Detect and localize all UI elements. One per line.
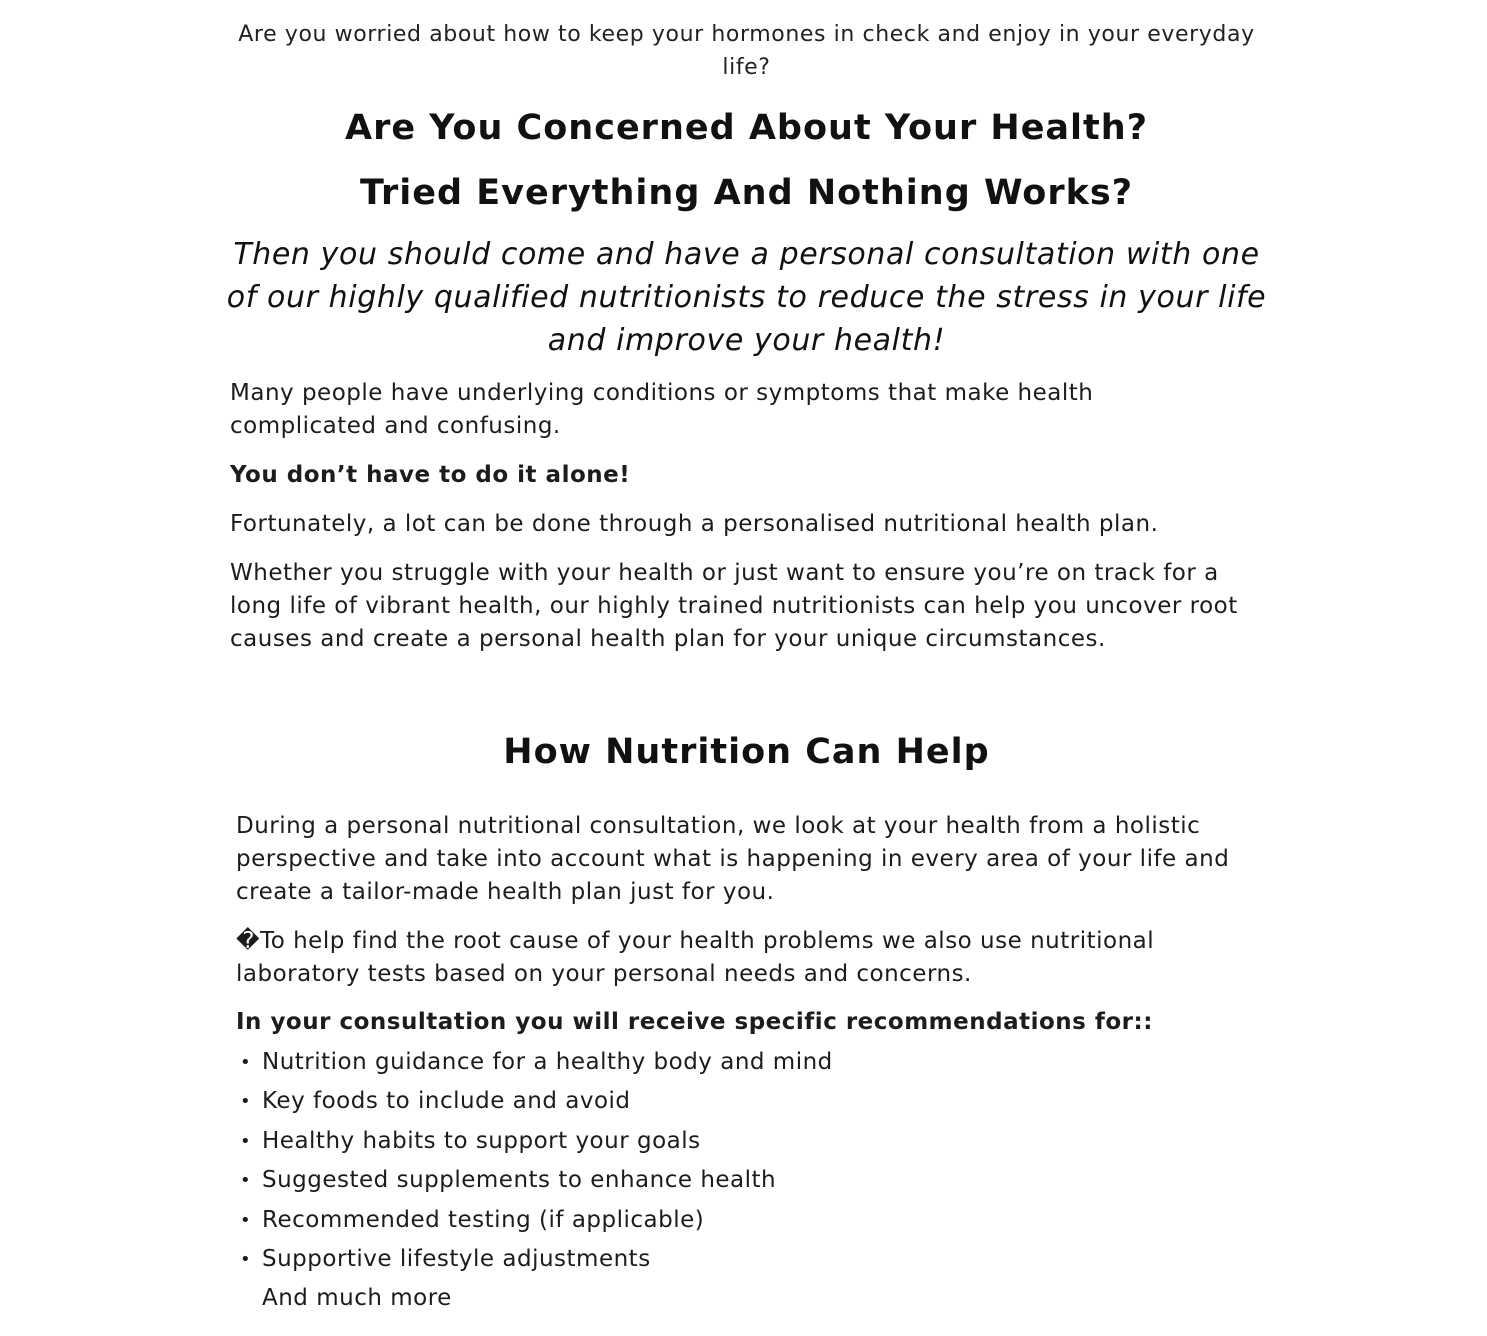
recommendations-list [236,1043,833,1319]
intro-text: Are you worried about how to keep your hormones in check and enjoy in your everyday life? [238,22,1255,80]
list-item: • Key foods to include and avoid [236,1082,833,1121]
paragraph-fortunately: Fortunately, a lot can be done through a personalised nutritional health plan. [230,511,1159,537]
paragraph-not-alone: You don’t have to do it alone! [230,462,631,488]
list-item: • Recommended testing (if applicable) [236,1201,833,1240]
recommendations-heading: In your consultation you will receive specific recommendations for:: [236,1009,1153,1035]
list-item: • Nutrition guidance for a healthy body and mind [236,1043,833,1082]
heading-concerned: Are You Concerned About Your Health? [345,108,1148,148]
paragraph-many-people: Many people have underlying conditions or symptoms that make health complicated and confusing. [230,380,1094,439]
list-item: • Supportive lifestyle adjustments [236,1240,833,1279]
list-item: And much more [262,1285,452,1312]
heading-tried-everything: Tried Everything And Nothing Works? [359,173,1134,213]
section-title-how-nutrition-can-help: How Nutrition Can Help [503,732,990,772]
list-item: • Healthy habits to support your goals [236,1122,833,1161]
paragraph-whether: Whether you struggle with your health or just want to ensure you’re on track for a long life of vibrant health, our highly trained nutritionists can help you uncover root causes and create a personal health plan for your unique circumstances. [230,560,1238,652]
list-item: • Suggested supplements to enhance health [236,1161,833,1200]
paragraph-during-consultation: During a personal nutritional consultation, we look at your health from a holistic perspective and take into account what is happening in every area of your life and create a tailor-made health plan just for you. [236,813,1230,905]
paragraph-laboratory-tests: �To help find the root cause of your health problems we also use nutritional laboratory tests based on your personal needs and concerns. [236,928,1155,987]
lead-consultation-text: Then you should come and have a personal consultation with one of our highly qualified nutritionists to reduce the stress in your life and improve your health! [226,237,1267,358]
